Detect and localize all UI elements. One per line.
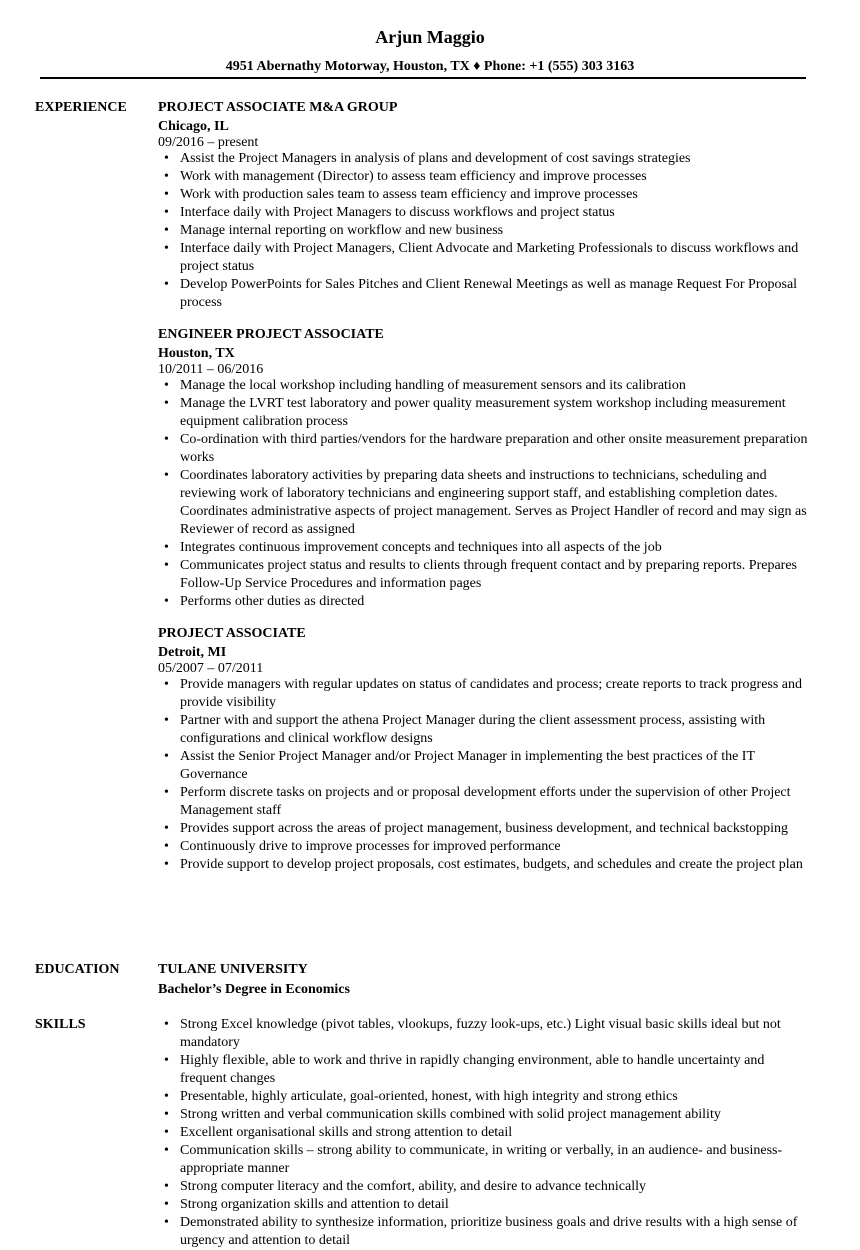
job-location: Chicago, IL <box>158 119 229 134</box>
list-item: • Provides support across the areas of project management, business development, and technical backstopping <box>158 820 813 838</box>
list-item: • Manage the local workshop including handling of measurement sensors and its calibration <box>158 377 813 395</box>
list-item: • Strong organization skills and attention to detail <box>158 1196 813 1214</box>
list-item: • Coordinates laboratory activities by preparing data sheets and instructions to technicians, scheduling and reviewing work of laboratory technicians and engineering support staff, and establishing completion dates. Coordinates administrative aspects of project management. Serves as Project Handler of record and may sign as Reviewer of record as assigned <box>158 467 813 539</box>
job-dates: 05/2007 – 07/2011 <box>158 661 264 676</box>
list-item: • Co-ordination with third parties/vendors for the hardware preparation and other onsite measurement preparation works <box>158 431 813 467</box>
list-item: • Excellent organisational skills and strong attention to detail <box>158 1124 813 1142</box>
job-dates: 10/2011 – 06/2016 <box>158 362 264 377</box>
list-item: • Provide managers with regular updates on status of candidates and process; create reports to track progress and provide visibility <box>158 676 813 712</box>
job-location: Detroit, MI <box>158 645 227 660</box>
list-item: • Strong Excel knowledge (pivot tables, vlookups, fuzzy look-ups, etc.) Light visual basic skills ideal but not mandatory <box>158 1016 813 1052</box>
skills-heading: SKILLS <box>35 1017 86 1032</box>
job-title: ENGINEER PROJECT ASSOCIATE <box>158 327 384 342</box>
education-entry <box>158 961 813 999</box>
experience-heading: EXPERIENCE <box>35 100 127 115</box>
list-item: • Manage internal reporting on workflow and new business <box>158 222 813 240</box>
list-item: • Work with production sales team to assess team efficiency and improve processes <box>158 186 813 204</box>
list-item: • Strong written and verbal communication skills combined with solid project management ability <box>158 1106 813 1124</box>
job-bullets <box>158 676 813 874</box>
resume-name: Arjun Maggio <box>375 27 485 47</box>
list-item: • Strong computer literacy and the comfort, ability, and desire to advance technically <box>158 1178 813 1196</box>
job-location: Houston, TX <box>158 346 235 361</box>
job-title: PROJECT ASSOCIATE <box>158 626 306 641</box>
school-name: TULANE UNIVERSITY <box>158 962 308 977</box>
header-divider <box>40 77 806 79</box>
list-item: • Perform discrete tasks on projects and or proposal development efforts under the supervision of other Project Management staff <box>158 784 813 820</box>
list-item: • Assist the Project Managers in analysis of plans and development of cost savings strategies <box>158 150 813 168</box>
list-item: • Continuously drive to improve processes for improved performance <box>158 838 813 856</box>
job-dates: 09/2016 – present <box>158 135 259 150</box>
job-entry <box>158 326 813 611</box>
list-item: • Partner with and support the athena Project Manager during the client assessment process, assisting with configurations and clinical workflow designs <box>158 712 813 748</box>
skills-list <box>158 1016 813 1250</box>
job-entry <box>158 625 813 874</box>
job-bullets <box>158 150 813 312</box>
list-item: • Provide support to develop project proposals, cost estimates, budgets, and schedules and create the project plan <box>158 856 813 874</box>
list-item: • Interface daily with Project Managers to discuss workflows and project status <box>158 204 813 222</box>
list-item: • Develop PowerPoints for Sales Pitches and Client Renewal Meetings as well as manage Request For Proposal process <box>158 276 813 312</box>
list-item: • Communication skills – strong ability to communicate, in writing or verbally, in an audience- and business-appropriate manner <box>158 1142 813 1178</box>
list-item: • Highly flexible, able to work and thrive in rapidly changing environment, able to handle uncertainty and frequent changes <box>158 1052 813 1088</box>
skills-bullets <box>158 1016 813 1250</box>
job-entry <box>158 99 813 312</box>
experience-list <box>158 99 813 888</box>
job-bullets <box>158 377 813 611</box>
list-item: • Demonstrated ability to synthesize information, prioritize business goals and drive results with a high sense of urgency and attention to detail <box>158 1214 813 1250</box>
contact-line: 4951 Abernathy Motorway, Houston, TX ♦ Phone: +1 (555) 303 3163 <box>225 59 635 74</box>
list-item: • Interface daily with Project Managers, Client Advocate and Marketing Professionals to discuss workflows and project status <box>158 240 813 276</box>
education-heading: EDUCATION <box>35 962 120 977</box>
list-item: • Assist the Senior Project Manager and/or Project Manager in implementing the best practices of the IT Governance <box>158 748 813 784</box>
degree: Bachelor’s Degree in Economics <box>158 982 350 997</box>
list-item: • Presentable, highly articulate, goal-oriented, honest, with high integrity and strong ethics <box>158 1088 813 1106</box>
job-title: PROJECT ASSOCIATE M&A GROUP <box>158 100 398 115</box>
list-item: • Communicates project status and results to clients through frequent contact and by preparing reports. Prepares Follow-Up Service Procedures and information pages <box>158 557 813 593</box>
list-item: • Work with management (Director) to assess team efficiency and improve processes <box>158 168 813 186</box>
list-item: • Integrates continuous improvement concepts and techniques into all aspects of the job <box>158 539 813 557</box>
list-item: • Manage the LVRT test laboratory and power quality measurement system workshop including measurement equipment calibration process <box>158 395 813 431</box>
list-item: • Performs other duties as directed <box>158 593 813 611</box>
